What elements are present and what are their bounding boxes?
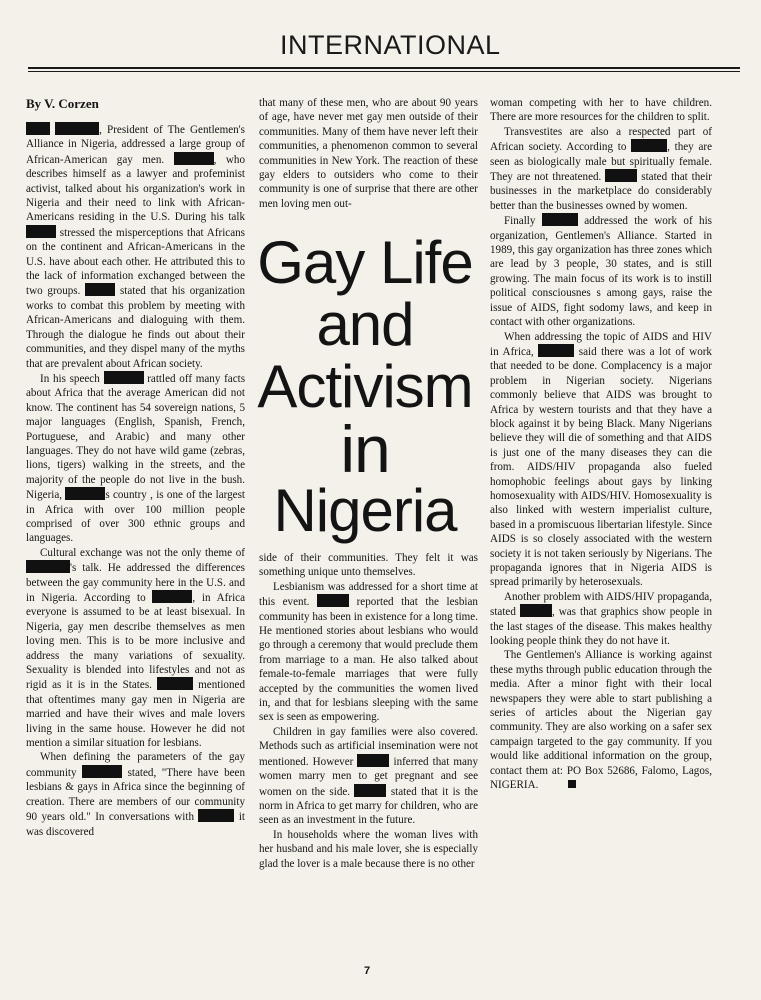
byline: By V. Corzen — [26, 96, 99, 111]
title-line: and — [316, 291, 414, 358]
page-number: 7 — [363, 965, 371, 977]
redaction-bar — [104, 371, 144, 384]
redaction-bar — [357, 754, 389, 767]
paragraph: Finally addressed the work of his organization, Gentlemen's Alliance. Started in 1989, this gay organization has three zones which are lead by 3 people, 30 states, and is still growing. The main focus of its work is to instill political consciousnes s among gays, raise the issue of AIDS, fight sodomy laws, and keep in contact with other organizations. — [490, 215, 712, 329]
article-column-2-top — [259, 96, 478, 211]
redaction-bar — [65, 487, 105, 500]
redaction-bar — [85, 283, 115, 296]
title-line: Nigeria — [273, 477, 457, 544]
article-column-2-bottom — [259, 551, 478, 871]
redaction-bar — [520, 604, 552, 617]
header-rule — [28, 67, 740, 69]
paragraph: When defining the parameters of the gay community stated, "There have been lesbians & gays in Africa since the beginning of creation. There are members of our community 90 years old." In conversations with it was discovered — [26, 751, 246, 838]
redaction-bar — [55, 122, 99, 135]
paragraph: Transvestites are also a respected part of African society. According to , they are seen as biologically male but spiritually female. They are not threatened. stated that their businesses in the marketplace do considerably better than the businesses owned by women. — [490, 125, 712, 212]
paragraph: that many of these men, who are about 90 years of age, have never met gay men outside of their communities. Many of them have never left their communities, a phenomenon common to several communities in New York. The reaction of these gay elders to outsiders who come to their community is one of surprise that there are other men loving men out- — [259, 97, 478, 210]
redaction-bar — [174, 152, 214, 165]
redaction-bar — [152, 590, 192, 603]
paragraph: Another problem with AIDS/HIV propaganda, stated , was that graphics show people in the last stages of the disease. This makes healthy looking people think they do not have it. — [490, 590, 712, 648]
title-line: Gay Life — [257, 229, 473, 296]
redaction-bar — [198, 809, 234, 822]
redaction-bar — [157, 677, 193, 690]
title-line: Activism — [257, 353, 473, 420]
paragraph: When addressing the topic of AIDS and HIV in Africa, said there was a lot of work that needed to be done. Complacency is a major problem in Nigerian society. Nigerians commonly believe that AIDS was brought to Africa by western tourists and that they have a block against it by being Black. Many Nigerians believe they will die of something and that AIDS is just one of the many diseases they can die from. AIDS/HIV propaganda also fueled homophobic feelings about gays by linking homosexuality with AIDS/HIV. Homosexuality is also linked with western imperialist culture, based in a promiscuous libertarian lifestyle. Since AIDS is so closely associated with the western society it is not taken seriously by Nigerians. The propaganda ignores that in Nigeria AIDS is spread primarily by heterosexuals. — [490, 330, 712, 589]
title-line: in — [340, 412, 390, 486]
section-header: INTERNATIONAL — [280, 30, 501, 60]
paragraph: Cultural exchange was not the only theme of 's talk. He addressed the differences between the gay community here in the U.S. and in Nigeria. According to , in Africa everyone is assumed to be at least bisexual. In Nigeria, gay men describe themselves as men loving men. This is to be more inclusive and address the many variations of sexuality. Sexuality is blended into lifestyles and not as rigid as it is in the States. mentioned that oftentimes many gay men in Nigeria are married and have their wives and male lovers living in the same house. However he did not mention a similar situation for lesbians. — [26, 546, 245, 750]
paragraph: Lesbianism was addressed for a short time at this event. reported that the lesbian community has been in existence for a long time. He mentioned stories about lesbians who would go through a ceremony that would preclude them from marriage to a man. He also talked about female-to-female marriages that were fully accepted by the communities the women lived in, and that for lesbians sleeping with the same sex is seen as empowering. — [259, 580, 478, 724]
end-mark-icon — [568, 780, 576, 788]
redaction-bar — [354, 784, 386, 797]
redaction-bar — [26, 225, 56, 238]
paragraph: In his speech rattled off many facts about Africa that the average American did not know. The continent has 54 sovereign nations, 5 major languages (English, Spanish, French, Portuguese, and Arabic) and many other languages. They do not have wild game (zebras, lions, tigers) walking in the streets, and the majority of the people do not live in the bush. Nigeria, s country , is one of the largest in Africa with over 100 million people comprised of over 300 ethnic groups and languages. — [26, 372, 246, 545]
redaction-bar — [538, 344, 574, 357]
redaction-bar — [542, 213, 578, 226]
paragraph: In households where the woman lives with her husband and his male lover, she is especially glad the lover is a male because there is no other — [259, 828, 478, 870]
paragraph: Children in gay families were also covered. Methods such as artificial insemination were not mentioned. However inferred that many women marry men to get pregnant and see women on the side. stated that it is the norm in Africa to get marry for children, who are seen as an investment in the future. — [259, 725, 479, 827]
article-title — [250, 229, 480, 544]
paragraph: The Gentlemen's Alliance is working against these myths through public education through the media. After a minor fight with their local newspapers they were able to start publishing a series of articles about the Nigerian gay community. They are also working on a safer sex campaign targeted to the gay community. If you would like additional information on the group, contact them at: PO Box 52686, Falomo, Lagos, NIGERIA. — [490, 649, 712, 792]
redaction-bar — [82, 765, 122, 778]
redaction-bar — [631, 139, 667, 152]
article-column-1 — [26, 122, 245, 839]
redaction-bar — [605, 169, 637, 182]
redaction-bar — [26, 560, 70, 573]
paragraph: side of their communities. They felt it was something unique unto themselves. — [259, 552, 478, 579]
paragraph: woman competing with her to have children. There are more resources for the children to split. — [490, 97, 712, 124]
redaction-bar — [317, 594, 349, 607]
article-column-3 — [490, 96, 712, 793]
redaction-bar — [26, 122, 50, 135]
header-rule-thin — [28, 71, 740, 72]
paragraph: , President of The Gentlemen's Alliance in Nigeria, addressed a large group of African-American gay men. , who describes himself as a lawyer and profeminist activist, talked about his organization's work in Nigeria and their need to link with African-Americans residing in the U.S. During his talk stressed the misperceptions that Africans on the continent and African-Americans in the U.S. have about each other. He attributed this to the lack of information exchanged between the two groups. stated that his organization works to combat this problem by meeting with African-Americans and dialoguing with them. Through the dialogue he finds out about their communities, and they dispel many of the myths that are prevalent about African society. — [26, 124, 245, 370]
